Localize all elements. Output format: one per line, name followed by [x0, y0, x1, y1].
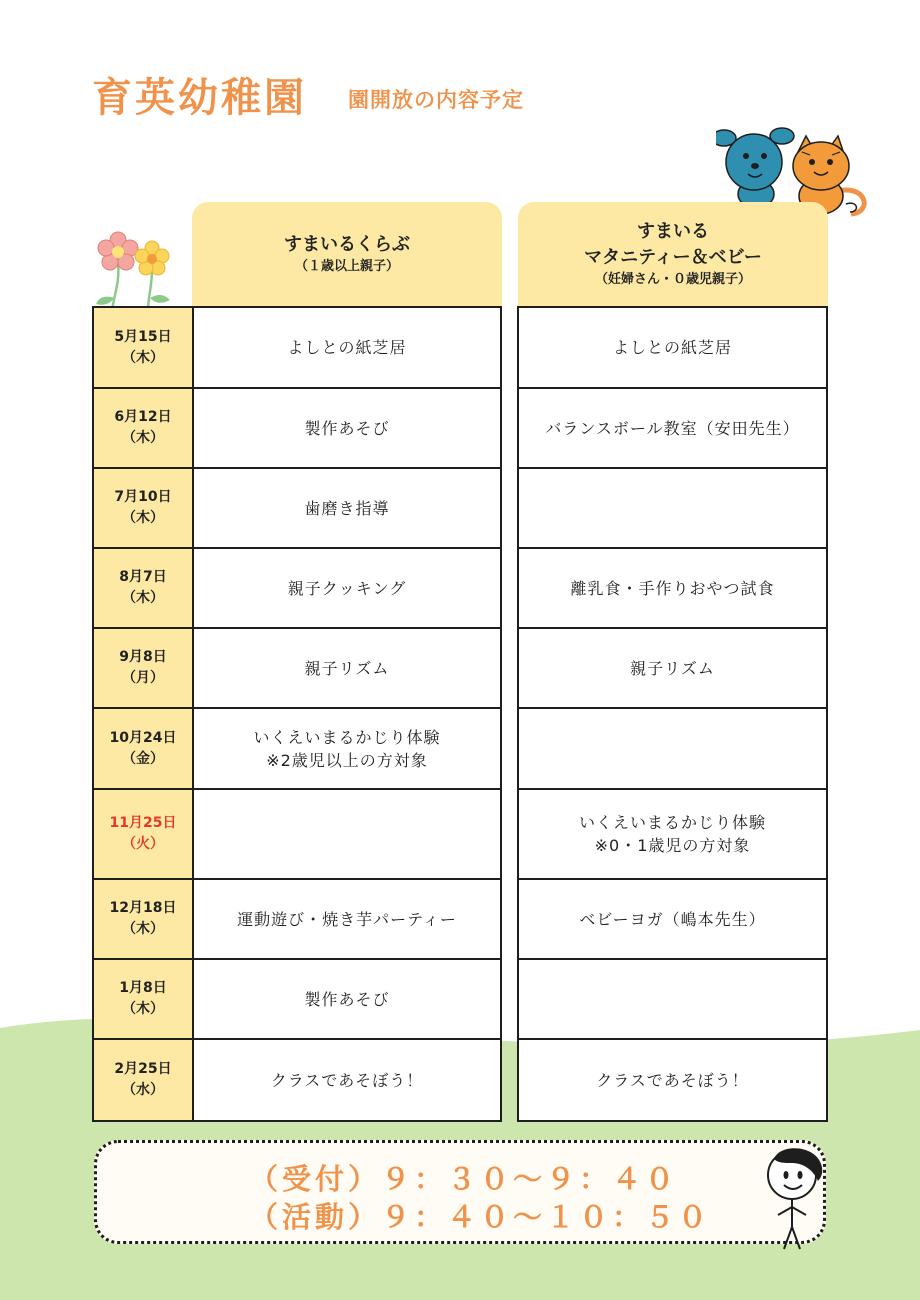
table-row	[518, 548, 827, 628]
maternity-activity-cell	[518, 468, 827, 548]
club-column-note: （１歳以上親子）	[294, 259, 399, 274]
table-row	[93, 879, 501, 959]
maternity-column-title-line2: マタニティー＆ベビー	[584, 247, 762, 268]
table-row	[518, 388, 827, 468]
date-cell: 1月8日 （木）	[93, 959, 193, 1039]
club-activity-cell: いくえいまるかじり体験 ※2歳児以上の方対象	[193, 708, 501, 789]
club-activity-cell: 運動遊び・焼き芋パーティー	[193, 879, 501, 959]
table-row	[518, 708, 827, 789]
maternity-activity-cell: ベビーヨガ（嶋本先生）	[518, 879, 827, 959]
stick-figure-dog-icon	[756, 1145, 832, 1255]
maternity-activity-cell: いくえいまるかじり体験 ※0・1歳児の方対象	[518, 789, 827, 879]
table-row	[518, 307, 827, 388]
table-row	[93, 708, 501, 789]
maternity-activity-cell: クラスであそぼう！	[518, 1039, 827, 1121]
date-cell: 6月12日 （木）	[93, 388, 193, 468]
maternity-activity-cell: よしとの紙芝居	[518, 307, 827, 388]
date-cell: 10月24日 （金）	[93, 708, 193, 789]
table-row	[93, 1039, 501, 1121]
maternity-schedule-table	[517, 306, 828, 1122]
table-row	[518, 879, 827, 959]
club-column-title: すまいるくらぶ	[284, 234, 410, 255]
maternity-activity-cell: 親子リズム	[518, 628, 827, 708]
maternity-column-title-line1: すまいる	[637, 221, 709, 242]
maternity-activity-cell: バランスボール教室（安田先生）	[518, 388, 827, 468]
table-row	[93, 468, 501, 548]
club-column-header	[192, 202, 502, 306]
table-row	[93, 307, 501, 388]
maternity-activity-cell	[518, 708, 827, 789]
table-row	[518, 789, 827, 879]
maternity-column-note: （妊婦さん・０歳児親子）	[594, 272, 751, 287]
table-row	[518, 959, 827, 1039]
club-activity-cell	[193, 789, 501, 879]
date-cell: 5月15日 （木）	[93, 307, 193, 388]
club-activity-cell: よしとの紙芝居	[193, 307, 501, 388]
maternity-column-header	[518, 202, 828, 306]
date-cell: 7月10日 （木）	[93, 468, 193, 548]
table-row	[93, 628, 501, 708]
table-row	[518, 468, 827, 548]
maternity-activity-cell: 離乳食・手作りおやつ試食	[518, 548, 827, 628]
date-cell: 2月25日 （水）	[93, 1039, 193, 1121]
page-title: 育英幼稚園	[92, 75, 307, 121]
club-schedule-table	[92, 306, 502, 1122]
club-activity-cell: 歯磨き指導	[193, 468, 501, 548]
table-row	[518, 1039, 827, 1121]
table-row	[93, 548, 501, 628]
date-cell: 11月25日 （火）	[93, 789, 193, 879]
reception-time: （受付）９：３０〜９：４０	[249, 1162, 679, 1196]
maternity-activity-cell	[518, 959, 827, 1039]
date-cell: 9月8日 （月）	[93, 628, 193, 708]
date-cell: 12月18日 （木）	[93, 879, 193, 959]
date-cell: 8月7日 （木）	[93, 548, 193, 628]
page-subtitle: 園開放の内容予定	[348, 88, 524, 112]
club-activity-cell: 製作あそび	[193, 959, 501, 1039]
club-activity-cell: クラスであそぼう！	[193, 1039, 501, 1121]
club-activity-cell: 製作あそび	[193, 388, 501, 468]
table-row	[518, 628, 827, 708]
table-row	[93, 388, 501, 468]
activity-time: （活動）９：４０〜１０：５０	[249, 1200, 712, 1234]
club-activity-cell: 親子リズム	[193, 628, 501, 708]
flower-icon	[94, 226, 180, 310]
table-row	[93, 959, 501, 1039]
time-info-box	[94, 1140, 826, 1244]
club-activity-cell: 親子クッキング	[193, 548, 501, 628]
table-row	[93, 789, 501, 879]
